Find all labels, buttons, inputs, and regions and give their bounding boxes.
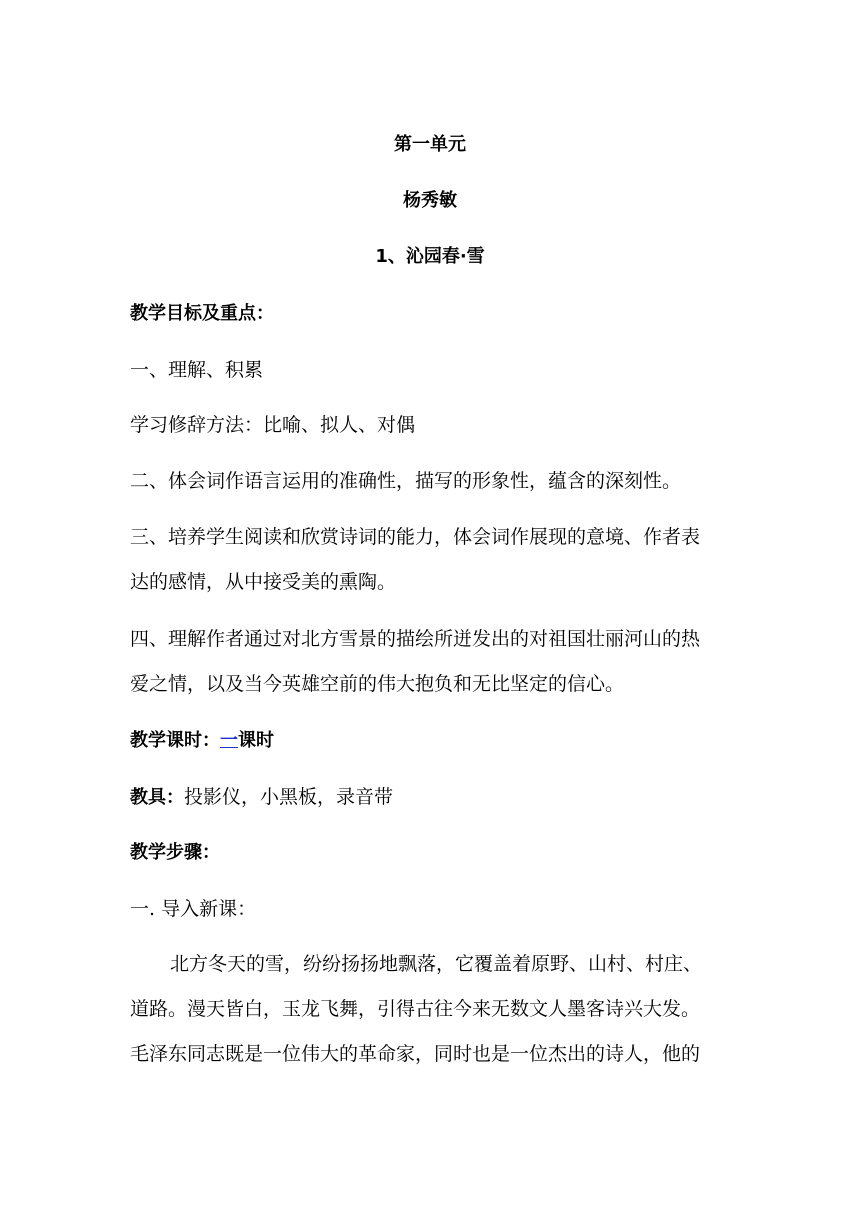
unit-title: 第一单元 <box>394 134 466 155</box>
hours-label: 教学课时： <box>130 730 220 751</box>
objective-line: 一、理解、积累 <box>130 359 264 381</box>
tools-value: 投影仪，小黑板，录音带 <box>184 786 394 808</box>
objectives-heading: 教学目标及重点： <box>130 303 274 324</box>
objective-line: 达的感情，从中接受美的熏陶。 <box>130 571 397 593</box>
tools-line <box>130 784 393 811</box>
hours-value-link[interactable]: 一 <box>220 730 238 751</box>
step1-heading: 一. 导入新课： <box>130 898 257 920</box>
intro-line: 北方冬天的雪，纷纷扬扬地飘落，它覆盖着原野、山村、村庄、 <box>170 953 703 975</box>
tools-label: 教具： <box>130 787 184 808</box>
objective-line: 爱之情，以及当今英雄空前的伟大抱负和无比坚定的信心。 <box>130 673 625 695</box>
steps-heading: 教学步骤： <box>130 842 220 863</box>
author-name: 杨秀敏 <box>403 190 457 211</box>
objective-line: 二、体会词作语言运用的准确性，描写的形象性，蕴含的深刻性。 <box>130 470 682 492</box>
objective-line: 四、理解作者通过对北方雪景的描绘所迸发出的对祖国壮丽河山的热 <box>130 628 701 650</box>
hours-unit: 课时 <box>238 730 274 751</box>
objective-line: 学习修辞方法：比喻、拟人、对偶 <box>130 414 416 436</box>
objective-line: 三、培养学生阅读和欣赏诗词的能力，体会词作展现的意境、作者表 <box>130 526 701 548</box>
lesson-title: 1、沁园春·雪 <box>375 246 485 267</box>
hours-line <box>130 728 274 754</box>
intro-line: 道路。漫天皆白，玉龙飞舞，引得古往今来无数文人墨客诗兴大发。 <box>130 998 701 1020</box>
intro-line: 毛泽东同志既是一位伟大的革命家，同时也是一位杰出的诗人，他的 <box>130 1043 701 1065</box>
